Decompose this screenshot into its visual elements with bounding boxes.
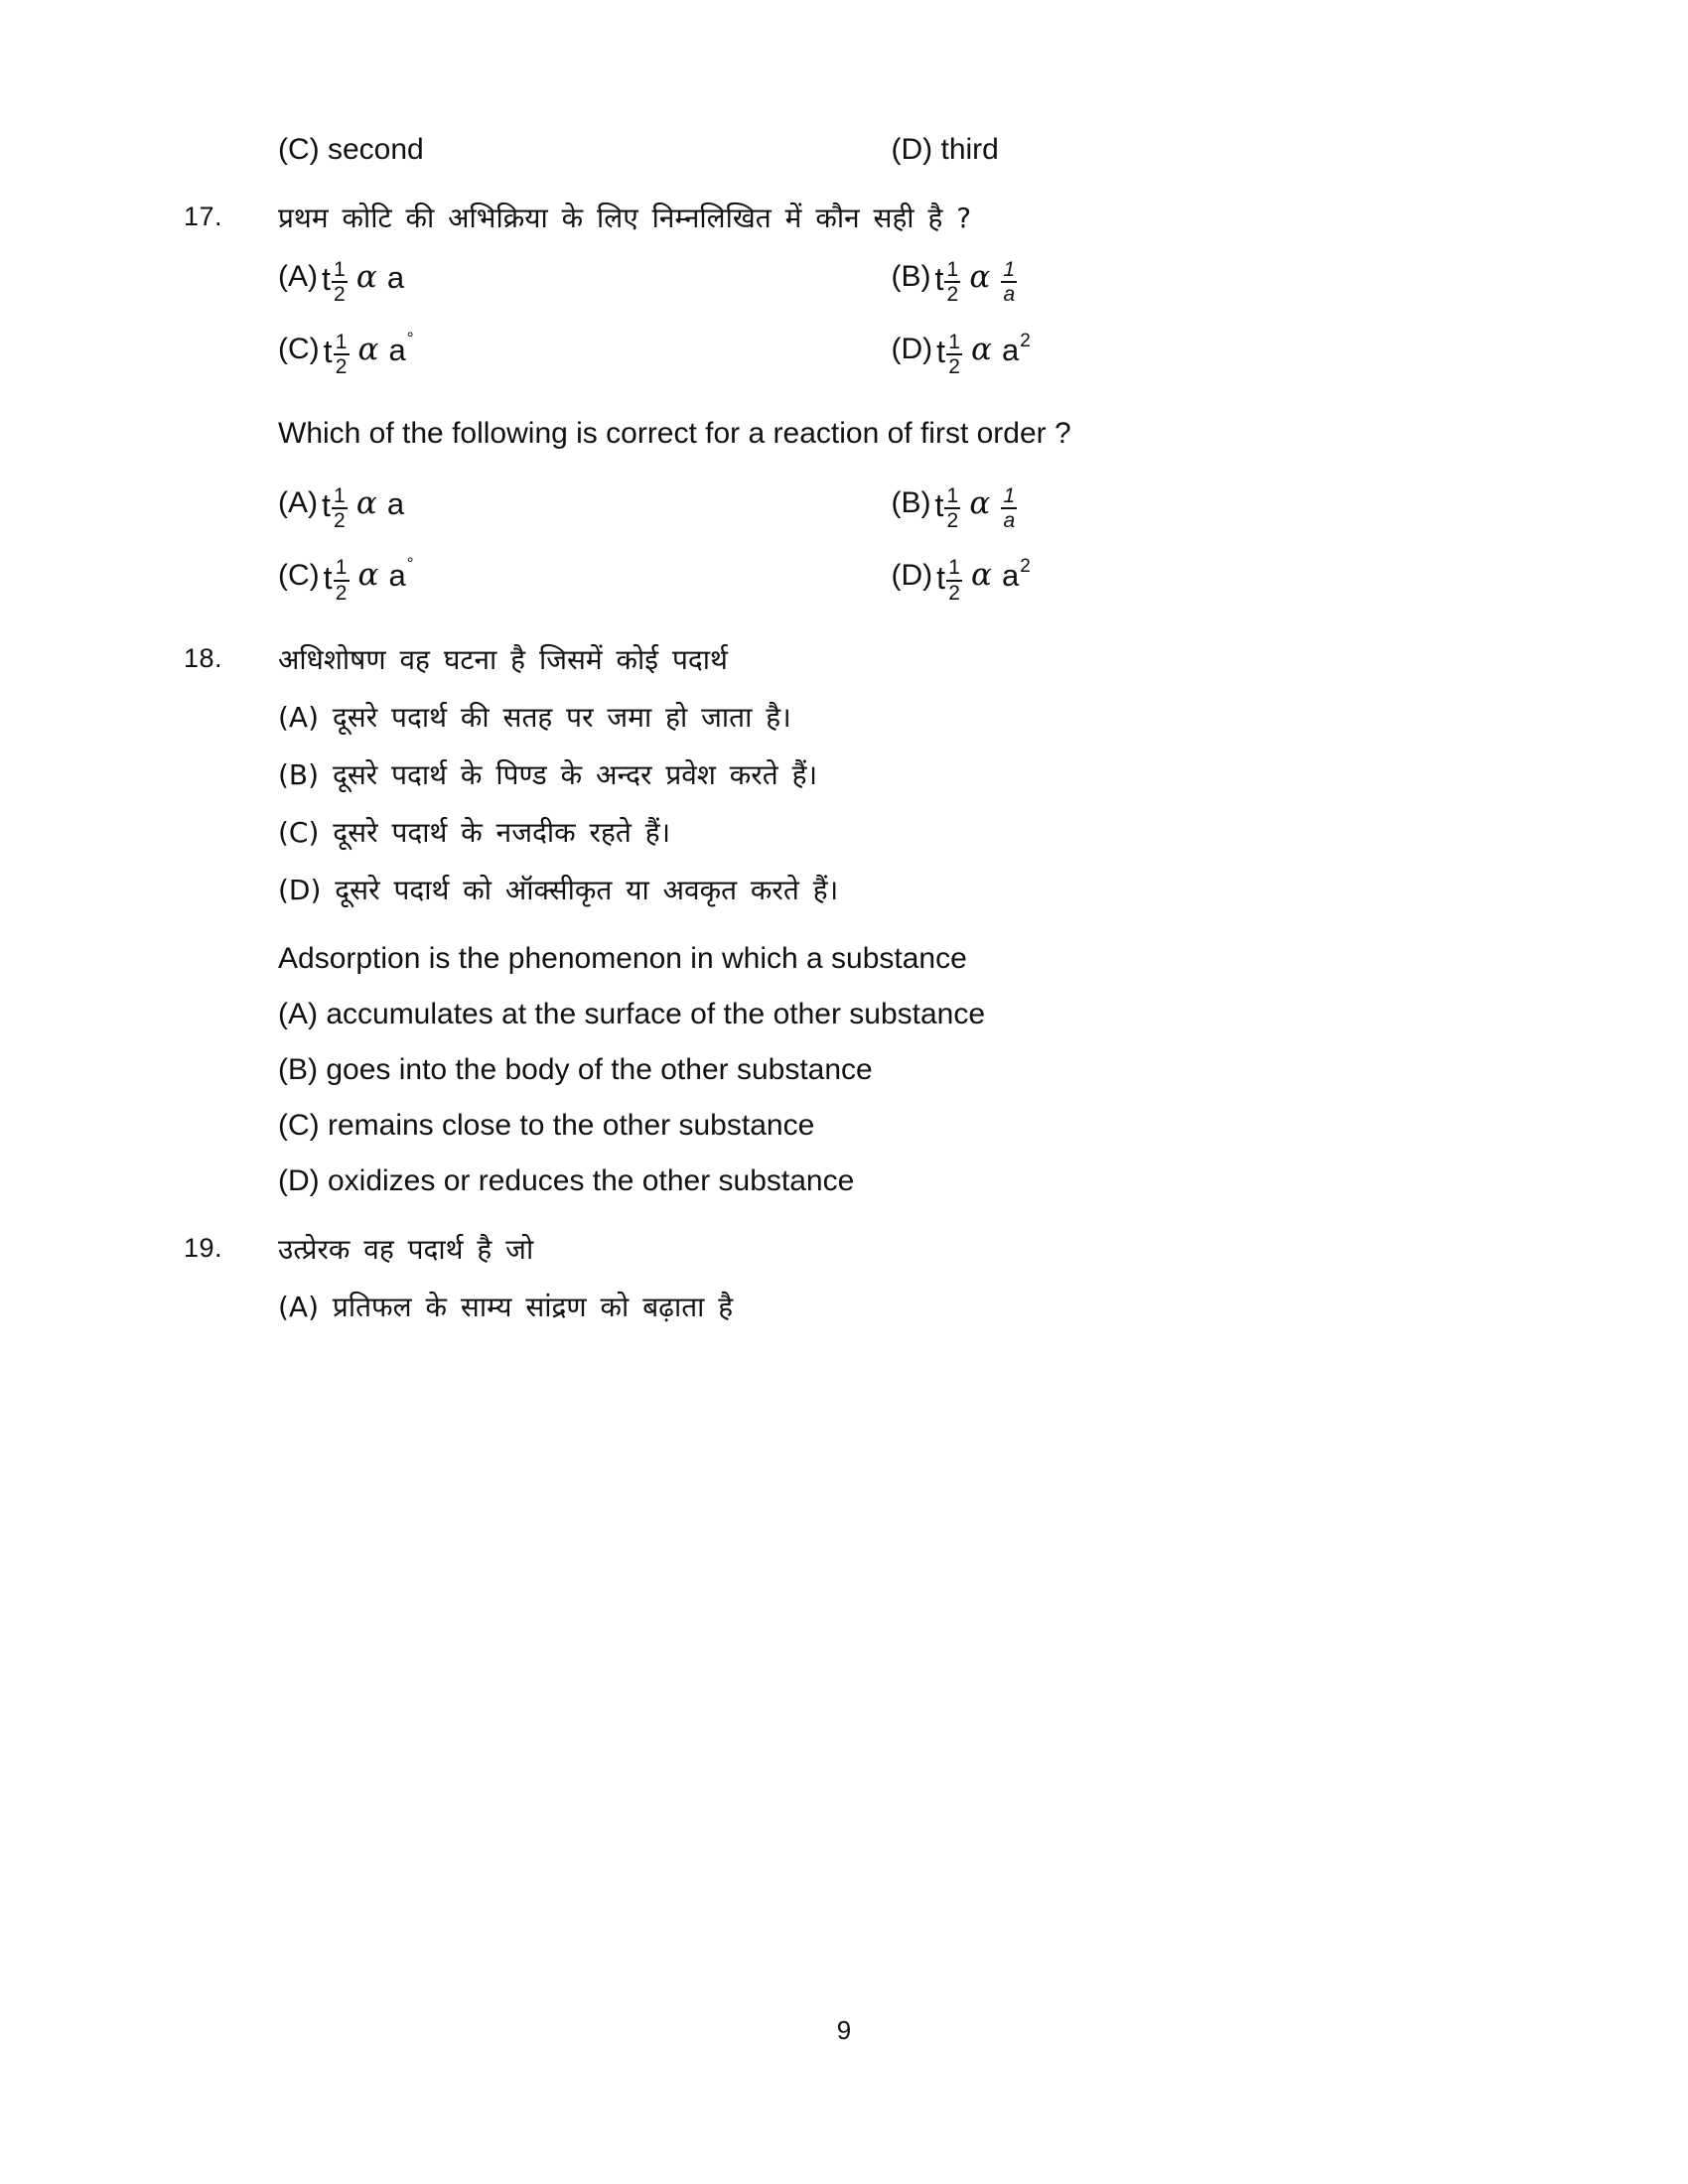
question-18 — [184, 638, 1504, 1202]
option-label: (D) — [891, 558, 933, 592]
math-expr-b2 — [891, 480, 1019, 533]
variable-t: t — [934, 261, 944, 298]
power-superscript: 2 — [1020, 330, 1031, 351]
option-label: (C) — [278, 333, 320, 366]
question-18-en-option-d[interactable]: (D) oxidizes or reduces the other substance — [278, 1164, 855, 1198]
option-label: (A) — [278, 486, 318, 520]
half-fraction: $\frac{1}{2}$ — [946, 332, 962, 378]
variable-t: t — [323, 559, 333, 596]
half-fraction: $\frac{1}{2}$ — [334, 557, 350, 604]
option-label: (D) — [891, 333, 933, 366]
variable-t: t — [323, 334, 333, 370]
math-expr-d2 — [891, 552, 1031, 605]
question-17-english-options-row-1 — [278, 480, 1504, 533]
question-17 — [184, 197, 1504, 605]
alpha-symbol: α — [971, 557, 992, 594]
question-18-hi-option-d[interactable]: (D) दूसरे पदार्थ को ऑक्सीकृत या अवकृत करते हैं। — [278, 874, 839, 907]
alpha-symbol: α — [357, 331, 379, 367]
alpha-symbol: α — [969, 484, 991, 521]
page-content — [184, 129, 1504, 1329]
alpha-symbol: α — [355, 258, 377, 295]
option-label: (C) — [278, 558, 320, 592]
question-18-en-option-c[interactable]: (C) remains close to the other substance — [278, 1109, 815, 1143]
alpha-symbol: α — [971, 331, 992, 367]
value-a: a — [1001, 558, 1020, 594]
value-a: a — [388, 332, 406, 367]
option-label: (B) — [891, 260, 931, 294]
question-17-hindi-options-row-1 — [278, 254, 1504, 307]
half-fraction: $\frac{1}{2}$ — [944, 485, 960, 532]
power-superscript: 2 — [1020, 556, 1031, 578]
math-expr-b1 — [891, 254, 1019, 307]
question-18-hi-option-a[interactable]: (A) दूसरे पदार्थ की सतह पर जमा हो जाता है। — [278, 701, 791, 735]
question-17-stem-hindi: प्रथम कोटि की अभिक्रिया के लिए निम्नलिखित में कौन सही है ? — [278, 202, 972, 234]
alpha-symbol: α — [969, 258, 991, 295]
math-expr-a1 — [278, 254, 405, 307]
half-fraction: $\frac{1}{2}$ — [332, 259, 348, 306]
question-18-en-option-a[interactable]: (A) accumulates at the surface of the other substance — [278, 998, 986, 1031]
variable-t: t — [934, 487, 944, 524]
question-17-number: 17. — [184, 202, 223, 231]
degree-superscript: ° — [406, 328, 414, 347]
question-17-hi-option-a[interactable] — [278, 254, 892, 307]
one-over-a-fraction — [1001, 259, 1017, 306]
question-18-number: 18. — [184, 643, 223, 674]
alpha-symbol: α — [357, 557, 379, 594]
half-fraction: $\frac{1}{2}$ — [332, 485, 348, 532]
value-a: a — [1001, 332, 1020, 367]
question-17-en-option-b[interactable] — [891, 480, 1505, 533]
half-fraction: $\frac{1}{2}$ — [944, 259, 960, 306]
question-17-en-option-c[interactable] — [278, 552, 892, 605]
option-label: (B) — [891, 486, 931, 520]
variable-t: t — [322, 261, 331, 298]
carryover-option-row — [184, 129, 1504, 171]
carryover-option-c: (C) second — [278, 133, 424, 166]
one-over-a-fraction — [1001, 485, 1017, 532]
question-18-hi-option-b[interactable]: (B) दूसरे पदार्थ के पिण्ड के अन्दर प्रवेश करते हैं। — [278, 758, 818, 792]
half-fraction: $\frac{1}{2}$ — [946, 557, 962, 604]
numerator-one: 1 — [1003, 258, 1016, 281]
half-fraction: $\frac{1}{2}$ — [334, 332, 350, 378]
question-17-hi-option-c[interactable] — [278, 327, 892, 379]
value-a: a — [386, 485, 405, 521]
denominator-a: a — [1003, 283, 1016, 307]
question-19-number: 19. — [184, 1233, 223, 1264]
question-17-english-options-row-2 — [278, 552, 1504, 605]
option-label: (A) — [278, 260, 318, 294]
question-17-hi-option-d[interactable] — [891, 327, 1505, 379]
numerator-one: 1 — [1003, 483, 1016, 507]
variable-t: t — [936, 559, 946, 596]
math-expr-d1 — [891, 327, 1031, 379]
denominator-a: a — [1003, 509, 1016, 533]
question-19 — [184, 1228, 1504, 1329]
value-a: a — [386, 259, 405, 295]
variable-t: t — [322, 487, 331, 524]
question-17-en-option-d[interactable] — [891, 552, 1505, 605]
page-number: 9 — [836, 2015, 852, 2045]
variable-t: t — [936, 334, 946, 370]
value-a: a — [388, 558, 406, 594]
math-expr-a2 — [278, 480, 405, 533]
carryover-option-d: (D) third — [891, 133, 999, 166]
question-18-stem-hindi: अधिशोषण वह घटना है जिसमें कोई पदार्थ — [278, 643, 728, 677]
question-18-stem-english: Adsorption is the phenomenon in which a substance — [278, 942, 967, 976]
question-18-en-option-b[interactable]: (B) goes into the body of the other substance — [278, 1053, 873, 1087]
math-expr-c1 — [278, 327, 414, 379]
question-17-en-option-a[interactable] — [278, 480, 892, 533]
question-17-hi-option-b[interactable] — [891, 254, 1505, 307]
alpha-symbol: α — [355, 484, 377, 521]
degree-superscript: ° — [406, 554, 414, 574]
math-expr-c2 — [278, 552, 414, 605]
question-19-hi-option-a[interactable]: (A) प्रतिफल के साम्य सांद्रण को बढ़ाता है — [278, 1291, 734, 1324]
question-18-hi-option-c[interactable]: (C) दूसरे पदार्थ के नजदीक रहते हैं। — [278, 816, 671, 850]
question-19-stem-hindi: उत्प्रेरक वह पदार्थ है जो — [278, 1233, 534, 1267]
question-17-hindi-options-row-2 — [278, 327, 1504, 379]
question-17-stem-english: Which of the following is correct for a reaction of first order ? — [278, 416, 1071, 450]
